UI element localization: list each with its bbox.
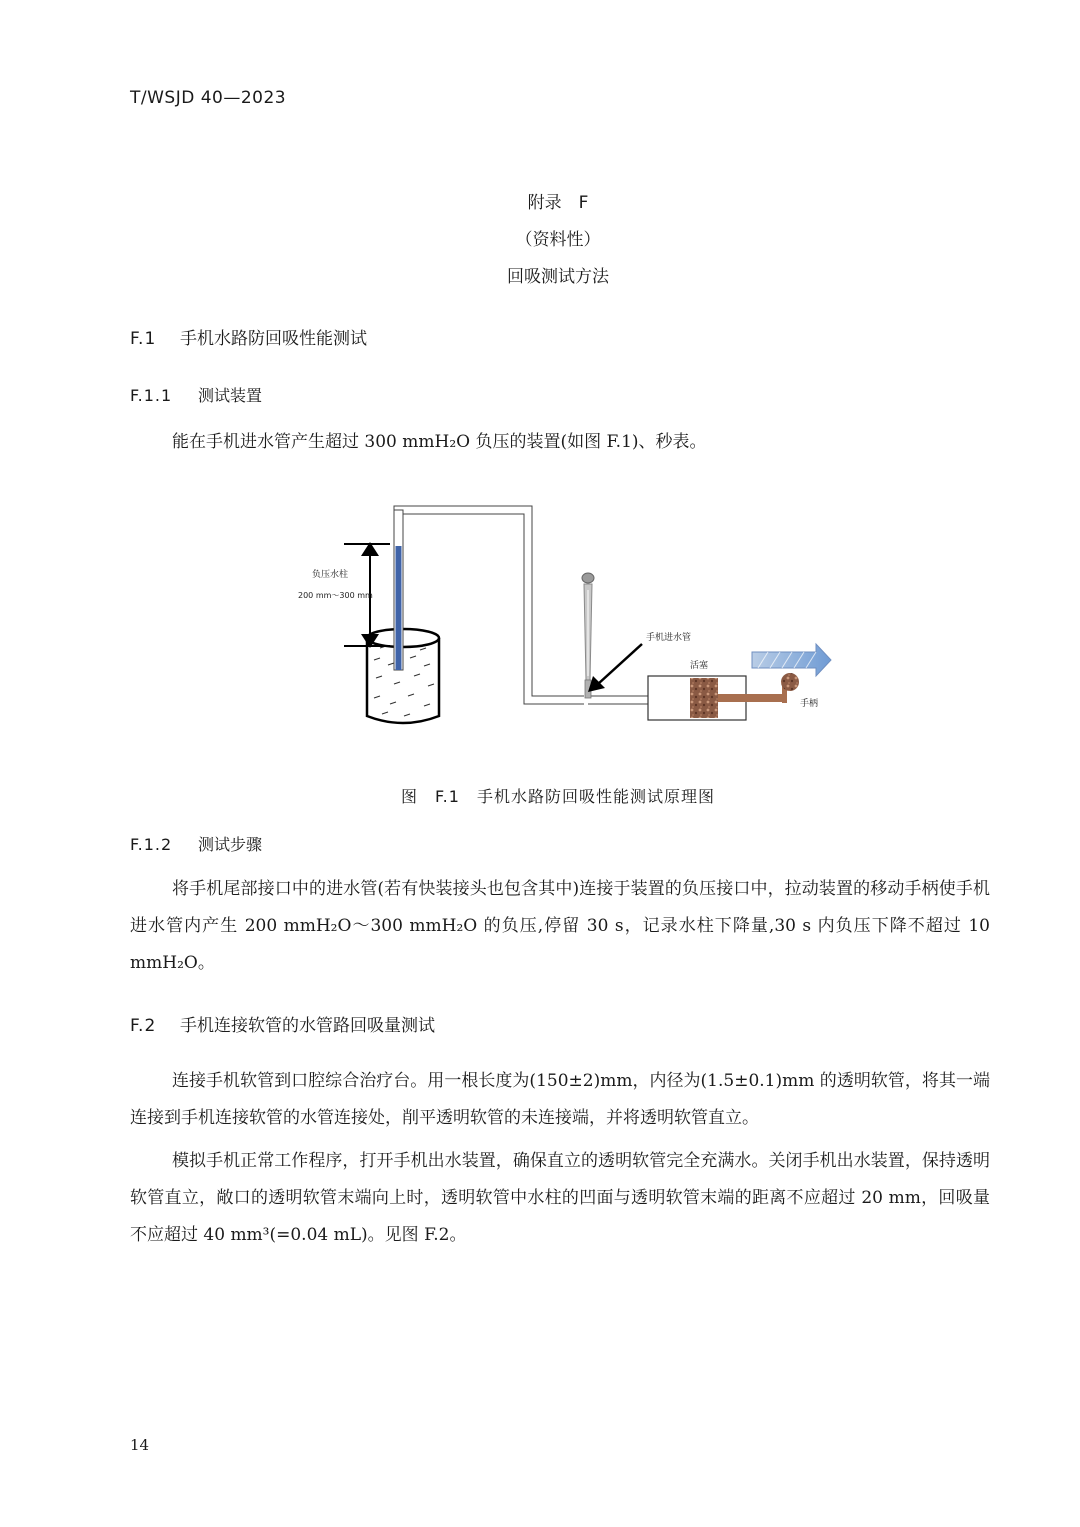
appendix-title: 附录 F (527, 193, 589, 213)
section-number: F.1.1 (130, 386, 173, 405)
figure-f1-diagram (290, 500, 850, 730)
appendix-type: （资料性） (515, 230, 601, 250)
f2-paragraph-1: 连接手机软管到口腔综合治疗台。用一根长度为(150±2)mm，内径为(1.5±0.1)mm 的透明软管，将其一端连接到手机连接软管的水管连接处，削平透明软管的未连接端，并将透明软管直立。 (130, 1071, 990, 1128)
f1-2-paragraph: 将手机尾部接口中的进水管(若有快装接头也包含其中)连接于装置的负压接口中，拉动装置的移动手柄使手机进水管内产生 200 mmH₂O～300 mmH₂O 的负压,停留 30 s，记录水柱下降量,30 s 内负压下降不超过 10 mmH₂O。 (130, 879, 990, 973)
page-number: 14 (130, 1436, 150, 1454)
f2-paragraph-2: 模拟手机正常工作程序，打开手机出水装置，确保直立的透明软管完全充满水。关闭手机出水装置，保持透明软管直立，敞口的透明软管末端向上时，透明软管中水柱的凹面与透明软管末端的距离不应超过 20 mm，回吸量不应超过 40 mm³(=0.04 mL)。见图 F.2。 (130, 1151, 990, 1245)
label-handle: 手柄 (800, 699, 819, 709)
piston-device (648, 673, 799, 720)
section-f2-heading (130, 1011, 435, 1036)
label-inlet: 手机进水管 (646, 633, 692, 643)
section-title: 测试装置 (198, 386, 263, 405)
pull-direction-arrow (752, 644, 831, 676)
section-number: F.1 (130, 329, 157, 349)
section-title: 测试步骤 (198, 835, 263, 854)
section-f1-1-heading (130, 383, 262, 406)
appendix-name: 回吸测试方法 (507, 267, 609, 287)
section-f1-2-heading (130, 832, 262, 855)
section-number: F.1.2 (130, 835, 173, 854)
inlet-pointer (588, 644, 642, 692)
section-title: 手机水路防回吸性能测试 (180, 329, 367, 349)
label-plug: 活塞 (690, 661, 709, 671)
label-range: 200 mm～300 mm (298, 591, 373, 600)
f1-1-paragraph: 能在手机进水管产生超过 300 mmH₂O 负压的装置(如图 F.1)、秒表。 (172, 432, 707, 452)
section-number: F.2 (130, 1016, 157, 1036)
figure-f1-caption: 图 F.1 手机水路防回吸性能测试原理图 (401, 787, 715, 806)
section-f1-heading (130, 324, 367, 349)
label-column: 负压水柱 (312, 570, 349, 580)
document-code: T/WSJD 40—2023 (130, 88, 287, 108)
section-title: 手机连接软管的水管路回吸量测试 (180, 1016, 435, 1036)
